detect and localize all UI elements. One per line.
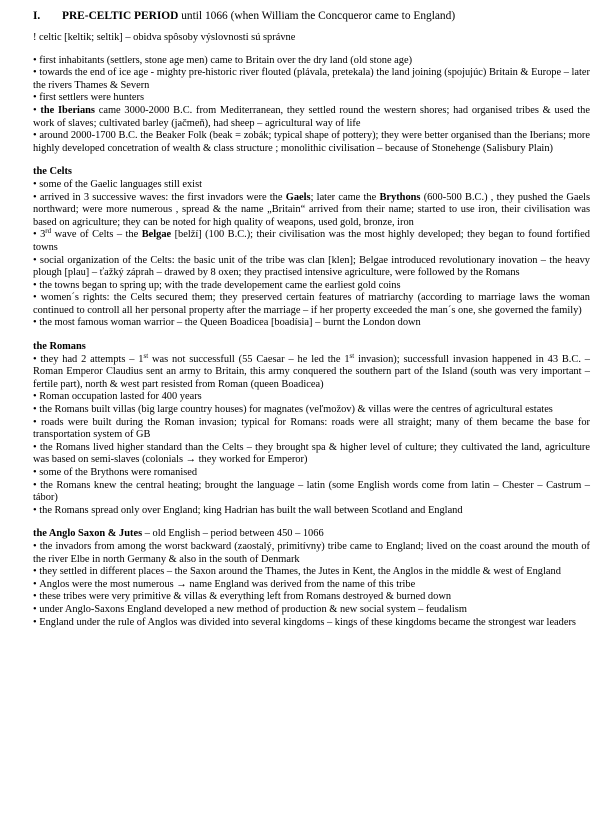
celts-b2-text-3: (600-500 B.C.) , they pushed the Gaels northward; were more numerous , spread & the name „Britain“ arrived from their name; started to use iron, their civilisation was based on agriculture; they can be noted for high quality of weapons, used gold, bronze, iron [33,191,590,228]
anglo-saxons-bullet-1: • the invadors from among the worst backward (zaostalý, primitívny) tribe came to England; lived on the coast around the mouth of the river Elbe in north Germany & also in the south of Denmark [33,541,590,566]
iberians-term: the Iberians [40,104,95,116]
romans-bullet-6: • some of the Brythons were romanised [33,467,590,480]
pre-celtic-bullet-5: • around 2000-1700 B.C. the Beaker Folk (beak = zobák; typical shape of pottery); they were better organised than the Iberians; more highly developed concetration of wealth & class structure ; monolithic civilisation – because of Stonehenge (Salisbury Plain) [33,130,590,155]
ordinal-suffix: st [143,351,149,360]
anglo-saxons-bullet-3: • Anglos were the most numerous → name England was derived from the name of this tribe [33,579,590,592]
romans-bullet-5: • the Romans lived higher standard than the Celts – they brought spa & higher level of culture; they cultivated the land, agriculture was based on semi-slaves (colonials → they worked for Emperor) [33,442,590,467]
celts-bullet-6: • women´s rights: the Celts secured them; they preserved certain features of matriarchy (according to marriage laws the woman continued to controll all her personal property after the marriage – if her property exceeded the man´s one, she governed the family) [33,292,590,317]
romans-b1-text-3: invasion); successfull invasion happened in 43 B.C. – Roman Emperor Claudius sent an army to Britain, this army conquered the southern part of the Island (south was very important – fertile part), north & west part resisted from Roman (queen Boadicea) [33,353,590,390]
section-heading-anglo-saxons [33,528,590,541]
romans-bullet-2: • Roman occupation lasted for 400 years [33,391,590,404]
chapter-title [62,10,455,23]
pre-celtic-bullet-4 [33,105,590,130]
pre-celtic-bullet-2: • towards the end of ice age - mighty pre-historic river flouted (plávala, pretekala) the land joining (spojujúc) Britain & Europe – later the rivers Thames & Severn [33,67,590,92]
romans-b1-text-1: they had 2 attempts – 1 [40,353,144,365]
chapter-title-rest: until 1066 (when William the Concqueror came to England) [178,10,456,22]
section-heading-celts: the Celts [33,166,72,178]
anglo-saxons-bullet-4: • these tribes were very primitive & villas & everything left from Romans destroyed & burned down [33,591,590,604]
celts-bullet-5: • the towns began to spring up; with the trade developement came the earliest gold coins [33,280,590,293]
chapter-number: I. [33,10,41,22]
celts-b2-text-2: ; later came the [310,191,380,203]
romans-b1-text-2: was not successfull (55 Caesar – he led the 1 [148,353,350,365]
celts-bullet-3 [33,229,590,254]
celts-b3-text-3: [belží] (100 B.C.); their civilisation was the most highly developed; they began to found fortified towns [33,229,590,253]
belgae-term: Belgae [141,229,172,241]
anglo-saxons-bullet-2: • they settled in different places – the Saxon around the Thames, the Jutes in Kent, the Anglos in the middle & west of England [33,566,590,579]
gaels-term: Gaels [285,191,311,203]
pre-celtic-bullet-1: • first inhabitants (settlers, stone age men) came to Britain over the dry land (old stone age) [33,55,590,68]
romans-bullet-8: • the Romans spread only over England; king Hadrian has built the wall between Scotland and England [33,505,590,518]
anglo-saxons-bullet-5: • under Anglo-Saxons England developed a new method of production & new social system – feudalism [33,604,590,617]
romans-bullet-3: • the Romans built villas (big large country houses) for magnates (veľmožov) & villas were the centres of agricultural estates [33,404,590,417]
romans-bullet-4: • roads were built during the Roman invasion; typical for Romans: roads were all straight; many of them became the base for transportation system of GB [33,417,590,442]
anglo-saxons-heading-rest: – old English – period between 450 – 1066 [142,528,324,540]
celts-bullet-2 [33,192,590,230]
chapter-title-bold: PRE-CELTIC PERIOD [62,10,179,22]
celts-b3-text-1: 3 [40,229,46,241]
anglo-saxons-heading-bold: the Anglo Saxon & Jutes [33,528,143,540]
chapter-heading [33,10,590,23]
celts-bullet-7: • the most famous woman warrior – the Queen Boadicea [boadísia] – burnt the London down [33,317,590,330]
celts-b2-text-1: arrived in 3 successive waves: the first invadors were the [39,191,286,203]
celts-b3-text-2: wave of Celts – the [51,229,142,241]
brythons-term: Brythons [379,191,421,203]
celts-bullet-4: • social organization of the Celts: the basic unit of the tribe was clan [klen]; Belgae introduced revolutionary inovation – the heavy plough [plau] – ťažký záprah – drawed by 8 oxen; they practised intensive agriculture, were followed by the Romans [33,255,590,280]
iberians-text: came 3000-2000 B.C. from Mediterranean, they settled round the western shores; had organised tribes & used the work of slaves; cultivated barley (jačmeň), had sheep – agricultural way of life [33,104,590,129]
ordinal-suffix: st [349,351,355,360]
anglo-saxons-bullet-6: • England under the rule of Anglos was divided into several kingdoms – kings of these kingdoms became the strongest war leaders [33,617,590,630]
section-heading-romans: the Romans [33,341,86,353]
pre-celtic-bullet-3: • first settlers were hunters [33,92,590,105]
pronunciation-note: ! celtic [keltik; seltik] – obidva spôsoby výslovnosti sú správne [33,32,296,43]
romans-bullet-1 [33,351,590,392]
romans-bullet-7: • the Romans knew the central heating; brought the language – latin (some English words come from latin – Chester – Castrum – tábor) [33,480,590,505]
celts-bullet-1: • some of the Gaelic languages still exist [33,179,590,192]
ordinal-suffix: rd [45,227,52,236]
